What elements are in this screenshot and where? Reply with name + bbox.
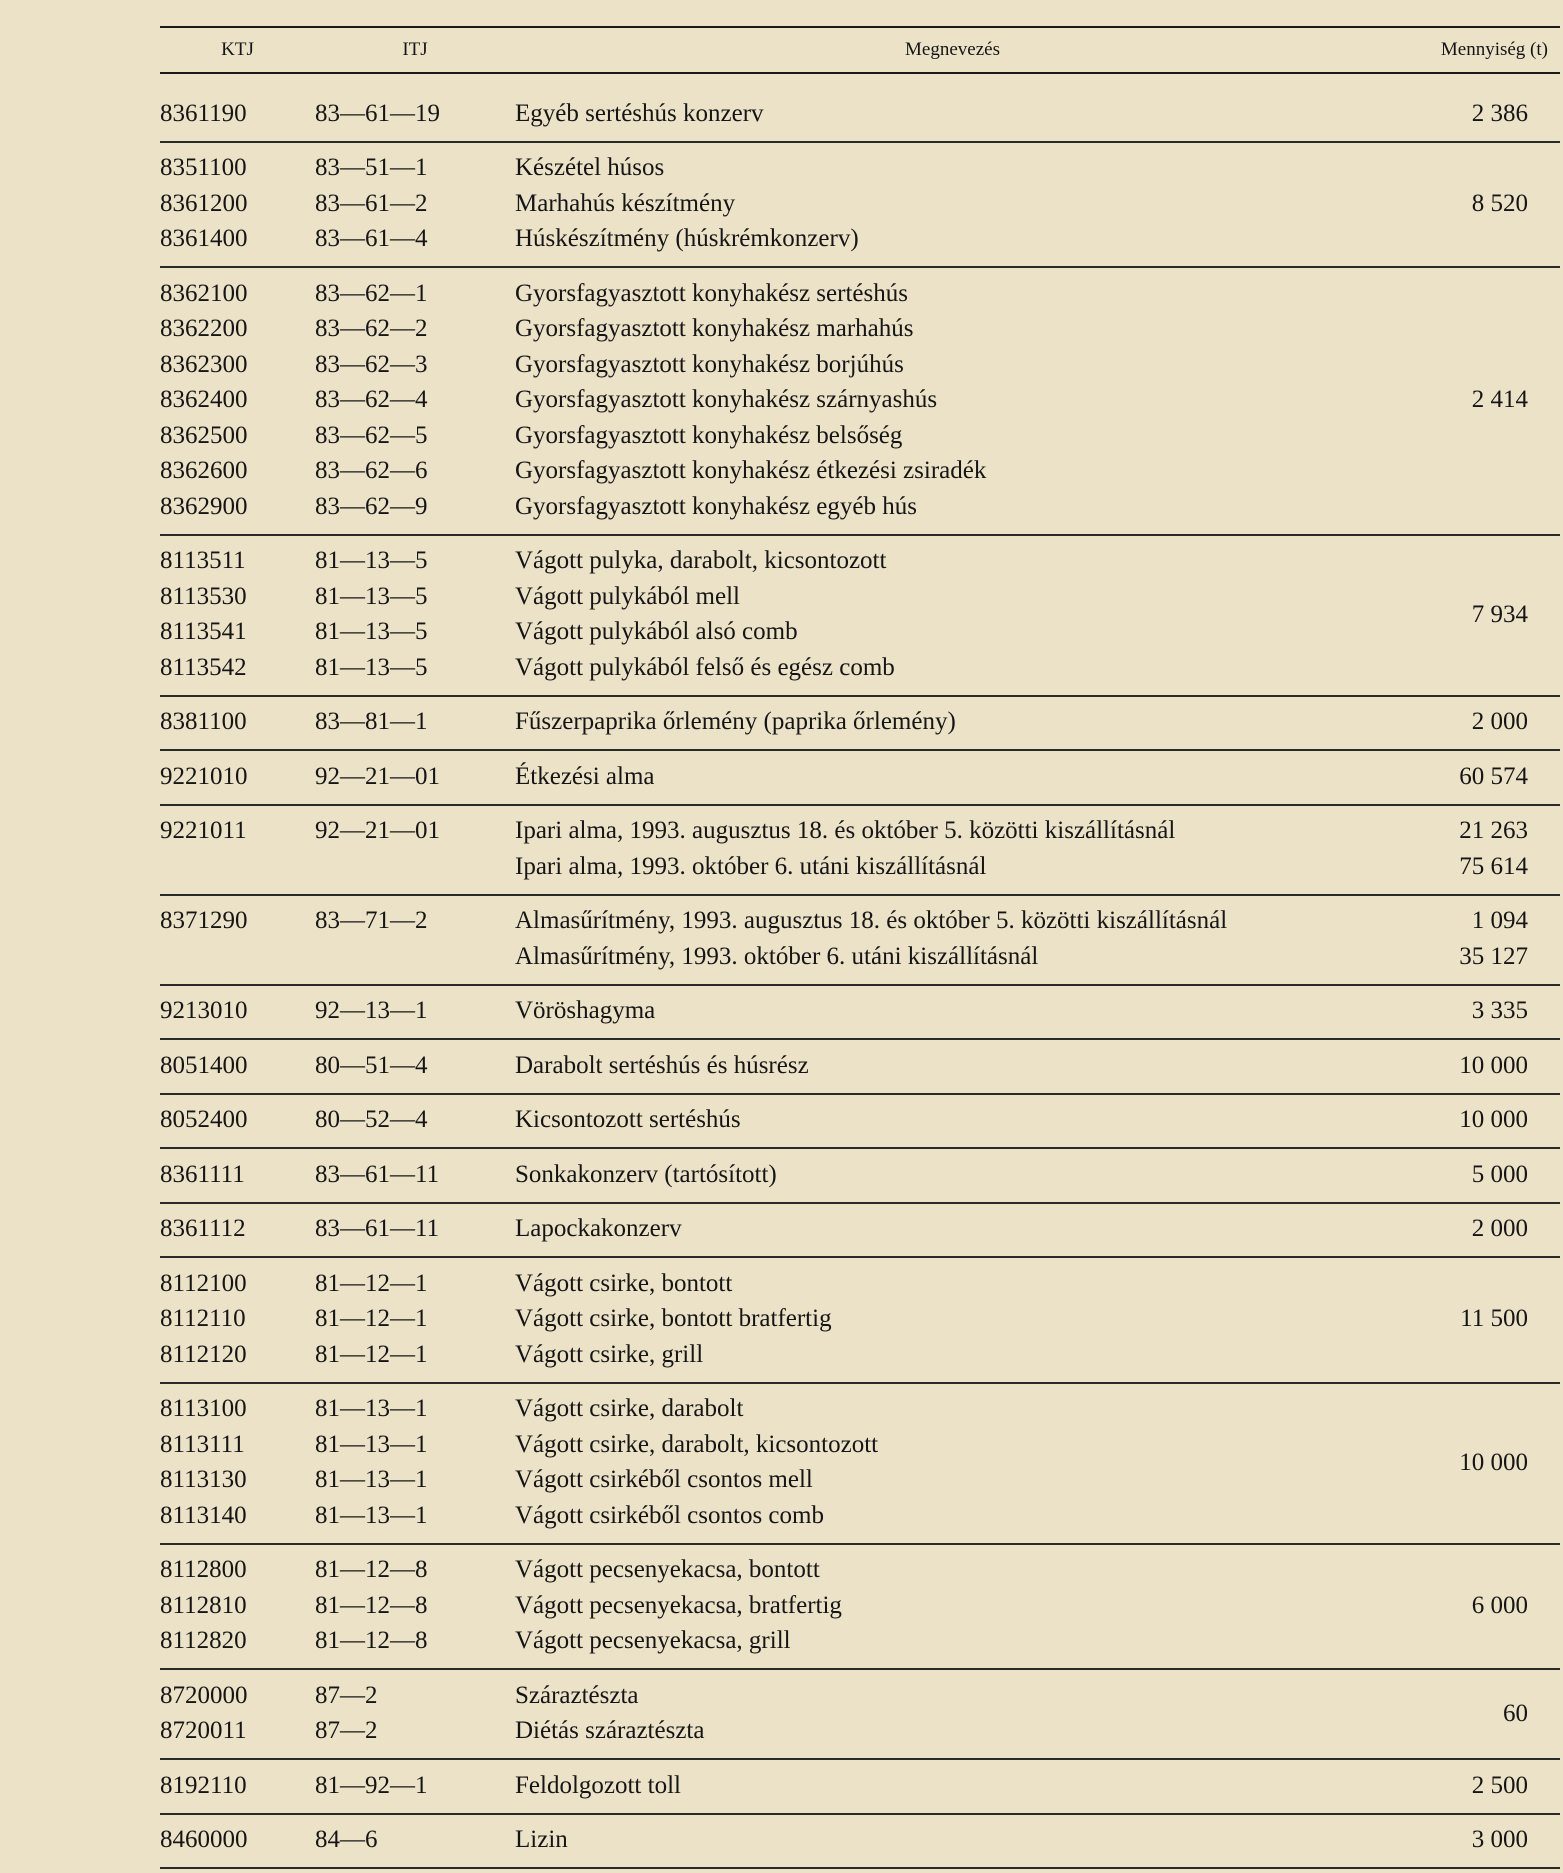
cell-name: Lapockakonzerv — [515, 1215, 682, 1243]
table-row — [160, 544, 1390, 580]
table-row — [160, 151, 1390, 187]
table-group — [160, 1095, 1560, 1150]
cell-ktj: 8113111 — [160, 1430, 245, 1458]
group-rows — [160, 1823, 1390, 1859]
cell-itj: 83—62—9 — [315, 492, 428, 520]
cell-ktj: 8112800 — [160, 1556, 247, 1584]
cell-itj: 83—71—2 — [315, 907, 428, 935]
cell-ktj: 8362200 — [160, 315, 248, 343]
group-quantity: 2 000 — [1471, 1215, 1528, 1243]
cell-itj: 87—2 — [315, 1681, 378, 1709]
cell-ktj: 8720000 — [160, 1681, 248, 1709]
table-body — [160, 88, 1560, 1869]
header-ktj: KTJ — [221, 39, 254, 60]
table-row — [160, 939, 1560, 975]
cell-name: Vágott pecsenyekacsa, bontott — [515, 1556, 820, 1584]
cell-itj: 83—61—19 — [315, 99, 440, 127]
table-row — [160, 705, 1390, 741]
cell-quantity: 21 263 — [1459, 817, 1528, 845]
cell-itj: 83—61—11 — [315, 1215, 440, 1243]
table-group — [160, 1545, 1560, 1671]
table-row — [160, 222, 1390, 258]
cell-name: Almasűrítmény, 1993. október 6. utáni kiszállításnál — [515, 942, 1039, 970]
table-group — [160, 1670, 1560, 1760]
cell-name: Feldolgozott toll — [515, 1771, 681, 1799]
table-group — [160, 1258, 1560, 1384]
table-group — [160, 896, 1560, 986]
table-row — [160, 1498, 1390, 1534]
cell-ktj: 8112110 — [160, 1305, 246, 1333]
cell-name: Diétás száraztészta — [515, 1717, 705, 1745]
group-quantity: 3 000 — [1471, 1826, 1528, 1854]
group-quantity: 3 335 — [1471, 997, 1528, 1025]
cell-itj: 81—13—5 — [315, 653, 428, 681]
group-quantity: 60 574 — [1459, 762, 1528, 790]
table-group — [160, 697, 1560, 752]
cell-ktj: 8112810 — [160, 1591, 247, 1619]
cell-itj: 81—12—1 — [315, 1305, 428, 1333]
cell-ktj: 8362400 — [160, 386, 248, 414]
cell-itj: 83—62—1 — [315, 279, 428, 307]
table-group — [160, 88, 1560, 143]
cell-itj: 81—13—5 — [315, 582, 428, 610]
cell-ktj: 8720011 — [160, 1717, 247, 1745]
cell-name: Gyorsfagyasztott konyhakész belsőség — [515, 421, 903, 449]
cell-itj: 83—62—5 — [315, 421, 428, 449]
table-row — [160, 1302, 1390, 1338]
group-rows — [160, 276, 1390, 525]
cell-ktj: 8112120 — [160, 1340, 247, 1368]
cell-ktj: 8362300 — [160, 350, 248, 378]
cell-itj: 81—13—1 — [315, 1395, 428, 1423]
group-quantity: 8 520 — [1471, 189, 1528, 217]
table-row — [160, 1768, 1390, 1804]
table-row — [160, 383, 1390, 419]
group-rows — [160, 1157, 1390, 1193]
cell-ktj: 8351100 — [160, 154, 247, 182]
cell-name: Húskészítmény (húskrémkonzerv) — [515, 225, 859, 253]
group-rows — [160, 759, 1390, 795]
header-quantity: Mennyiség (t) — [1440, 39, 1548, 60]
table-row — [160, 1157, 1390, 1193]
table-row — [160, 1678, 1390, 1714]
cell-name: Gyorsfagyasztott konyhakész szárnyashús — [515, 386, 938, 414]
cell-itj: 81—13—1 — [315, 1501, 428, 1529]
cell-name: Marhahús készítmény — [515, 189, 736, 217]
group-rows — [160, 544, 1390, 686]
table-row — [160, 1337, 1390, 1373]
cell-ktj: 8361111 — [160, 1160, 245, 1188]
table-row — [160, 276, 1390, 312]
cell-ktj: 8113140 — [160, 1501, 247, 1529]
cell-name: Vágott pecsenyekacsa, bratfertig — [515, 1591, 842, 1619]
group-rows — [160, 96, 1390, 132]
table-group — [160, 806, 1560, 896]
group-rows — [160, 705, 1390, 741]
header-itj: ITJ — [402, 39, 428, 60]
table-row — [160, 650, 1390, 686]
cell-itj: 81—12—8 — [315, 1627, 428, 1655]
cell-name: Lizin — [515, 1826, 568, 1854]
group-rows — [160, 1266, 1390, 1373]
cell-itj: 83—61—2 — [315, 189, 428, 217]
cell-quantity: 75 614 — [1459, 852, 1528, 880]
cell-name: Vágott pecsenyekacsa, grill — [515, 1627, 791, 1655]
cell-itj: 92—21—01 — [315, 762, 440, 790]
cell-ktj: 8362100 — [160, 279, 248, 307]
group-quantity: 6 000 — [1471, 1591, 1528, 1619]
cell-itj: 83—62—3 — [315, 350, 428, 378]
cell-itj: 83—62—6 — [315, 457, 428, 485]
cell-itj: 92—21—01 — [315, 817, 440, 845]
table-row — [160, 1823, 1390, 1859]
table-row — [160, 454, 1390, 490]
table-group — [160, 1760, 1560, 1815]
group-rows — [160, 994, 1390, 1030]
cell-name: Sonkakonzerv (tartósított) — [515, 1160, 777, 1188]
cell-name: Vágott pulykából alsó comb — [515, 618, 798, 646]
cell-ktj: 8112100 — [160, 1269, 247, 1297]
cell-itj: 81—13—1 — [315, 1466, 428, 1494]
group-rows — [160, 904, 1560, 975]
table-row — [160, 1588, 1390, 1624]
cell-ktj: 8362500 — [160, 421, 248, 449]
table-row — [160, 489, 1390, 525]
group-rows — [160, 1048, 1390, 1084]
cell-ktj: 8192110 — [160, 1771, 247, 1799]
cell-name: Étkezési alma — [515, 762, 655, 790]
cell-name: Vágott csirke, bontott — [515, 1269, 733, 1297]
table-row — [160, 904, 1560, 940]
table-row — [160, 186, 1390, 222]
cell-ktj: 8113511 — [160, 547, 246, 575]
group-quantity: 10 000 — [1459, 1448, 1528, 1476]
cell-name: Gyorsfagyasztott konyhakész sertéshús — [515, 279, 908, 307]
cell-name: Vágott csirke, darabolt — [515, 1395, 744, 1423]
cell-itj: 81—13—5 — [315, 618, 428, 646]
group-rows — [160, 814, 1560, 885]
cell-itj: 92—13—1 — [315, 997, 428, 1025]
document-page — [160, 26, 1560, 1869]
cell-quantity: 35 127 — [1459, 942, 1528, 970]
group-rows — [160, 1768, 1390, 1804]
cell-name: Ipari alma, 1993. augusztus 18. és október 5. közötti kiszállításnál — [515, 817, 1176, 845]
table-group — [160, 1815, 1560, 1870]
group-rows — [160, 1212, 1390, 1248]
table-row — [160, 849, 1560, 885]
cell-itj: 81—13—1 — [315, 1430, 428, 1458]
table-group — [160, 1040, 1560, 1095]
cell-itj: 81—12—8 — [315, 1591, 428, 1619]
cell-ktj: 8113130 — [160, 1466, 247, 1494]
table-row — [160, 1427, 1390, 1463]
cell-name: Gyorsfagyasztott konyhakész marhahús — [515, 315, 914, 343]
cell-ktj: 8371290 — [160, 907, 248, 935]
cell-ktj: 9221011 — [160, 817, 247, 845]
table-group — [160, 536, 1560, 697]
group-rows — [160, 151, 1390, 258]
cell-name: Egyéb sertéshús konzerv — [515, 99, 764, 127]
cell-ktj: 8361112 — [160, 1215, 246, 1243]
group-quantity: 2 414 — [1471, 386, 1528, 414]
table-row — [160, 615, 1390, 651]
cell-name: Ipari alma, 1993. október 6. utáni kiszállításnál — [515, 852, 987, 880]
cell-itj: 81—12—1 — [315, 1269, 428, 1297]
cell-itj: 81—12—8 — [315, 1556, 428, 1584]
cell-name: Vöröshagyma — [515, 997, 656, 1025]
cell-ktj: 8381100 — [160, 708, 247, 736]
table-row — [160, 1714, 1390, 1750]
group-rows — [160, 1103, 1390, 1139]
cell-ktj: 8361190 — [160, 99, 247, 127]
cell-name: Gyorsfagyasztott konyhakész borjúhús — [515, 350, 904, 378]
cell-name: Vágott pulyka, darabolt, kicsontozott — [515, 547, 887, 575]
table-row — [160, 1212, 1390, 1248]
group-quantity: 2 386 — [1471, 99, 1528, 127]
cell-ktj: 8051400 — [160, 1051, 248, 1079]
cell-itj: 80—51—4 — [315, 1051, 428, 1079]
header-name: Megnevezés — [905, 39, 1000, 60]
table-row — [160, 1103, 1390, 1139]
cell-ktj: 9221010 — [160, 762, 248, 790]
cell-ktj: 8460000 — [160, 1826, 248, 1854]
cell-itj: 83—62—4 — [315, 386, 428, 414]
table-row — [160, 1553, 1390, 1589]
table-row — [160, 347, 1390, 383]
group-quantity: 5 000 — [1471, 1160, 1528, 1188]
cell-itj: 83—51—1 — [315, 154, 428, 182]
table-header — [160, 26, 1560, 74]
cell-itj: 81—13—5 — [315, 547, 428, 575]
table-row — [160, 312, 1390, 348]
cell-name: Vágott csirke, bontott bratfertig — [515, 1305, 832, 1333]
table-group — [160, 1384, 1560, 1545]
cell-name: Száraztészta — [515, 1681, 639, 1709]
cell-itj: 84—6 — [315, 1826, 378, 1854]
cell-name: Vágott pulykából felső és egész comb — [515, 653, 895, 681]
group-quantity: 60 — [1503, 1699, 1528, 1727]
group-rows — [160, 1392, 1390, 1534]
table-group — [160, 986, 1560, 1041]
table-group — [160, 1204, 1560, 1259]
table-row — [160, 1463, 1390, 1499]
cell-name: Gyorsfagyasztott konyhakész étkezési zsiradék — [515, 457, 987, 485]
table-row — [160, 418, 1390, 454]
cell-ktj: 8113542 — [160, 653, 247, 681]
group-quantity: 7 934 — [1471, 600, 1528, 628]
cell-itj: 83—61—11 — [315, 1160, 440, 1188]
cell-itj: 83—62—2 — [315, 315, 428, 343]
group-rows — [160, 1678, 1390, 1749]
group-quantity: 2 000 — [1471, 708, 1528, 736]
table-row — [160, 579, 1390, 615]
cell-ktj: 8362600 — [160, 457, 248, 485]
group-quantity: 10 000 — [1459, 1106, 1528, 1134]
group-rows — [160, 1553, 1390, 1660]
table-group — [160, 751, 1560, 806]
cell-ktj: 8362900 — [160, 492, 248, 520]
cell-name: Vágott csirke, grill — [515, 1340, 704, 1368]
table-row — [160, 814, 1560, 850]
cell-name: Kicsontozott sertéshús — [515, 1106, 741, 1134]
cell-name: Gyorsfagyasztott konyhakész egyéb hús — [515, 492, 917, 520]
cell-name: Fűszerpaprika őrlemény (paprika őrlemény) — [515, 708, 956, 736]
table-row — [160, 759, 1390, 795]
table-row — [160, 1392, 1390, 1428]
cell-itj: 87—2 — [315, 1717, 378, 1745]
cell-name: Készétel húsos — [515, 154, 665, 182]
cell-itj: 83—81—1 — [315, 708, 428, 736]
cell-itj: 81—92—1 — [315, 1771, 428, 1799]
cell-itj: 81—12—1 — [315, 1340, 428, 1368]
table-group — [160, 268, 1560, 536]
cell-name: Darabolt sertéshús és húsrész — [515, 1051, 809, 1079]
table-row — [160, 1266, 1390, 1302]
cell-ktj: 8361400 — [160, 225, 248, 253]
table-group — [160, 143, 1560, 269]
cell-name: Vágott pulykából mell — [515, 582, 740, 610]
group-quantity: 11 500 — [1460, 1305, 1528, 1333]
cell-ktj: 8112820 — [160, 1627, 247, 1655]
cell-ktj: 8113530 — [160, 582, 247, 610]
group-quantity: 2 500 — [1471, 1771, 1528, 1799]
cell-ktj: 8052400 — [160, 1106, 248, 1134]
group-quantity: 10 000 — [1459, 1051, 1528, 1079]
table-row — [160, 1624, 1390, 1660]
cell-name: Vágott csirkéből csontos mell — [515, 1466, 813, 1494]
cell-itj: 80—52—4 — [315, 1106, 428, 1134]
cell-name: Vágott csirkéből csontos comb — [515, 1501, 824, 1529]
table-row — [160, 96, 1390, 132]
table-row — [160, 994, 1390, 1030]
cell-ktj: 8361200 — [160, 189, 248, 217]
cell-ktj: 8113541 — [160, 618, 247, 646]
cell-ktj: 8113100 — [160, 1395, 247, 1423]
cell-name: Vágott csirke, darabolt, kicsontozott — [515, 1430, 879, 1458]
cell-ktj: 9213010 — [160, 997, 248, 1025]
cell-quantity: 1 094 — [1471, 907, 1528, 935]
table-group — [160, 1149, 1560, 1204]
table-row — [160, 1048, 1390, 1084]
cell-name: Almasűrítmény, 1993. augusztus 18. és október 5. közötti kiszállításnál — [515, 907, 1228, 935]
cell-itj: 83—61—4 — [315, 225, 428, 253]
